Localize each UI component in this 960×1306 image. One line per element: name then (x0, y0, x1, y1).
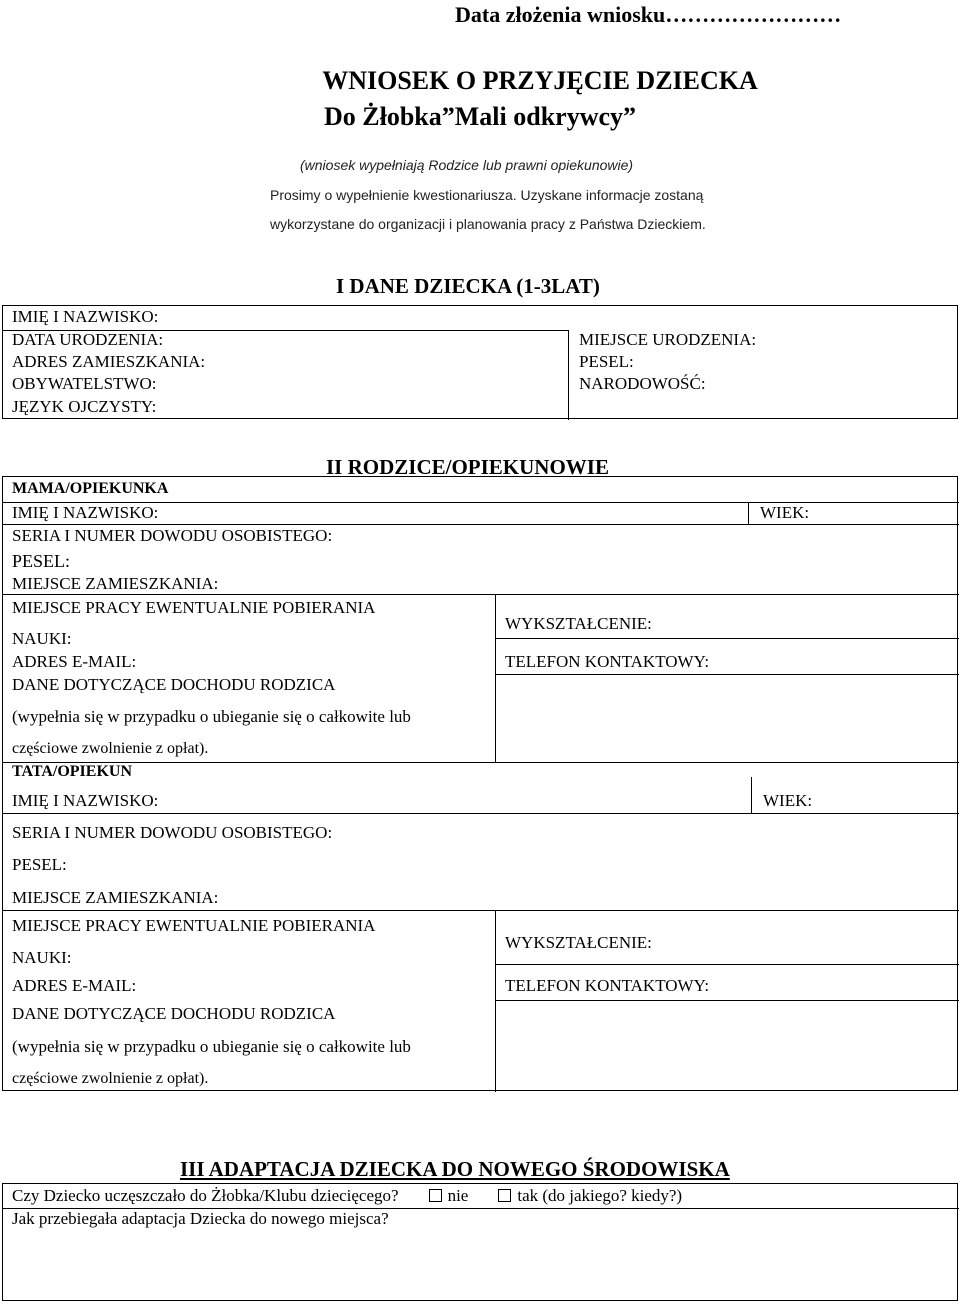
divider (3, 594, 959, 595)
child-nationality-field[interactable]: NARODOWOŚĆ: (579, 374, 706, 393)
divider (495, 638, 959, 639)
father-income-field[interactable]: DANE DOTYCZĄCE DOCHODU RODZICA (12, 1004, 336, 1023)
divider (568, 330, 569, 420)
mother-email-field[interactable]: ADRES E-MAIL: (12, 652, 137, 671)
form-note-line-2: wykorzystane do organizacji i planowania pracy z Państwa Dzieckiem. (270, 216, 706, 232)
mother-education-field[interactable]: WYKSZTAŁCENIE: (505, 614, 652, 633)
divider (748, 502, 749, 524)
mother-income-note: (wypełnia się w przypadku o ubieganie się o całkowite lub (12, 707, 411, 726)
mother-income-field[interactable]: DANE DOTYCZĄCE DOCHODU RODZICA (12, 675, 336, 694)
divider (751, 777, 752, 813)
checkbox-no[interactable] (429, 1189, 442, 1202)
section-parents-title: II RODZICE/OPIEKUNOWIE (326, 455, 609, 479)
parents-data-box (2, 476, 958, 1091)
section-child-title: I DANE DZIECKA (1-3LAT) (336, 274, 600, 298)
mother-income-note: częściowe zwolnienie z opłat). (12, 740, 209, 757)
mother-name-field[interactable]: IMIĘ I NAZWISKO: (12, 503, 159, 522)
father-education-field[interactable]: WYKSZTAŁCENIE: (505, 933, 652, 952)
divider (495, 910, 496, 1092)
mother-heading: MAMA/OPIEKUNKA (12, 480, 169, 497)
section-adaptation-title: III ADAPTACJA DZIECKA DO NOWEGO ŚRODOWISKA (180, 1157, 730, 1181)
form-title: WNIOSEK O PRZYJĘCIE DZIECKA (322, 66, 758, 95)
child-citizenship-field[interactable]: OBYWATELSTWO: (12, 374, 157, 393)
mother-phone-field[interactable]: TELEFON KONTAKTOWY: (505, 652, 710, 671)
child-birthdate-field[interactable]: DATA URODZENIA: (12, 330, 164, 349)
submission-date-label: Data złożenia wniosku…………………… (455, 2, 842, 27)
father-income-note: (wypełnia się w przypadku o ubieganie się o całkowite lub (12, 1037, 411, 1056)
divider (495, 964, 959, 965)
form-subtitle: Do Żłobka”Mali odkrywcy” (323, 102, 637, 131)
father-pesel-field[interactable]: PESEL: (12, 855, 67, 874)
father-income-note: częściowe zwolnienie z opłat). (12, 1070, 209, 1087)
form-note-line-1: Prosimy o wypełnienie kwestionariusza. Uzyskane informacje zostaną (270, 187, 704, 203)
child-language-field[interactable]: JĘZYK OJCZYSTY: (12, 397, 157, 416)
attendance-question (12, 1186, 682, 1206)
divider (3, 910, 959, 911)
father-age-field[interactable]: WIEK: (763, 791, 813, 810)
father-name-field[interactable]: IMIĘ I NAZWISKO: (12, 791, 159, 810)
divider (3, 524, 959, 525)
father-study-field[interactable]: NAUKI: (12, 948, 72, 967)
form-note-italic: (wniosek wypełniają Rodzice lub prawni opiekunowie) (300, 157, 634, 173)
option-no-label: nie (447, 1186, 469, 1205)
father-email-field[interactable]: ADRES E-MAIL: (12, 976, 137, 995)
attendance-question-text: Czy Dziecko uczęszczało do Żłobka/Klubu dziecięcego? (12, 1186, 399, 1205)
child-pesel-field[interactable]: PESEL: (579, 352, 634, 371)
mother-work-field[interactable]: MIEJSCE PRACY EWENTUALNIE POBIERANIA (12, 598, 376, 617)
father-heading: TATA/OPIEKUN (12, 763, 133, 780)
mother-pesel-field[interactable]: PESEL: (12, 551, 71, 571)
divider (495, 1000, 959, 1001)
divider (3, 762, 959, 763)
father-id-card-field[interactable]: SERIA I NUMER DOWODU OSOBISTEGO: (12, 823, 333, 842)
divider (495, 674, 959, 675)
divider (3, 813, 959, 814)
father-residence-field[interactable]: MIEJSCE ZAMIESZKANIA: (12, 888, 219, 907)
father-phone-field[interactable]: TELEFON KONTAKTOWY: (505, 976, 710, 995)
divider (495, 594, 496, 762)
child-address-field[interactable]: ADRES ZAMIESZKANIA: (12, 352, 206, 371)
adaptation-box (2, 1183, 958, 1301)
mother-residence-field[interactable]: MIEJSCE ZAMIESZKANIA: (12, 574, 219, 593)
father-work-field[interactable]: MIEJSCE PRACY EWENTUALNIE POBIERANIA (12, 916, 376, 935)
child-birthplace-field[interactable]: MIEJSCE URODZENIA: (579, 330, 757, 349)
mother-study-field[interactable]: NAUKI: (12, 629, 72, 648)
adaptation-question[interactable]: Jak przebiegała adaptacja Dziecka do nowego miejsca? (12, 1209, 389, 1228)
checkbox-yes[interactable] (498, 1189, 511, 1202)
mother-id-card-field[interactable]: SERIA I NUMER DOWODU OSOBISTEGO: (12, 526, 333, 545)
child-data-box (2, 305, 958, 419)
child-name-field[interactable]: IMIĘ I NAZWISKO: (12, 307, 159, 326)
option-yes-label: tak (do jakiego? kiedy?) (517, 1186, 683, 1205)
mother-age-field[interactable]: WIEK: (760, 503, 810, 522)
